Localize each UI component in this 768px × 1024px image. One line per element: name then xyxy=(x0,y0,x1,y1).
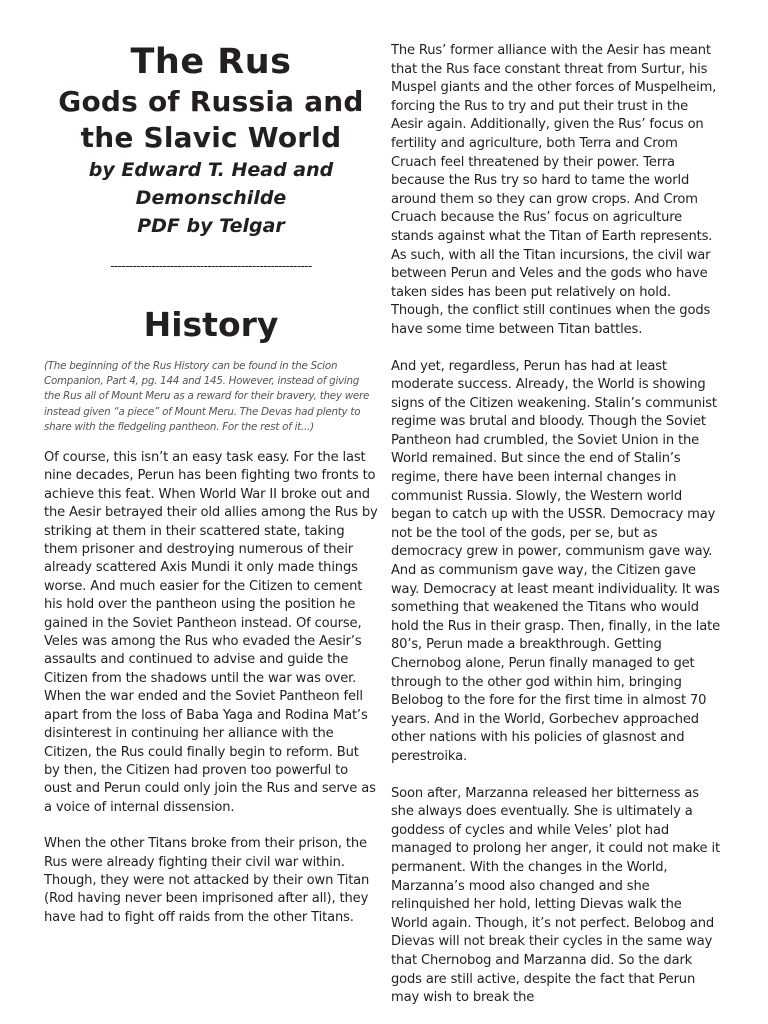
section-divider: ------------------------------------------------------ xyxy=(110,259,312,273)
right-paragraph-2: And yet, regardless, Perun has had at least moderate success. Already, the World is showing signs of the Citizen weakening. Stalin’s communist regime was brutal and bloody. Though the Soviet Pantheon had crumbled, the Soviet Union in the World remained. But since the end of Stalin’s regime, there have been internal changes in communist Russia. Slowly, the Western world began to catch up with the USSR. Democracy may not be the tool of the gods, per se, but as democracy grew in power, communism gave way. And as communism gave way, the Citizen gave way. Democracy at least meant individuality. It was something that weakened the Titans who would hold the Rus in their grasp. Then, finally, in the late 80’s, Perun made a breakthrough. Getting Chernobog alone, Perun finally managed to get through to the other god within him, bringing Belobog to the fore for the first time in almost 70 years. And in the World, Gorbechev approached other nations with his policies of glasnost and perestroika. xyxy=(391,358,721,764)
left-paragraph-2: When the other Titans broke from their prison, the Rus were already fighting their civil war within. Though, they were not attacked by their own Titan (Rod having never been imprisoned after all), they have had to fight off raids from the other Titans. xyxy=(44,836,370,925)
byline-line-1: by Edward T. Head and xyxy=(88,159,334,181)
byline-line-3: PDF by Telgar xyxy=(137,215,285,237)
right-column xyxy=(391,42,721,1008)
intro-note: (The beginning of the Rus History can be found in the Scion Companion, Part 4, pg. 144 and 145. However, instead of giving the Rus all of Mount Meru as a reward for their bravery, they were instead given “a piece” of Mount Meru. The Devas had plenty to share with the fledgeling pantheon. For the rest of it...) xyxy=(44,360,370,433)
left-paragraph-1: Of course, this isn’t an easy task easy. For the last nine decades, Perun has been fighting two fronts to achieve this feat. When World War II broke out and the Aesir betrayed their old allies among the Rus by striking at them in their scattered state, taking them prisoner and destroying numerous of their already scattered Axis Mundi it only made things worse. And much easier for the Citizen to cement his hold over the pantheon using the position he gained in the Soviet Pantheon instead. Of course, Veles was among the Rus who evaded the Aesir’s assaults and continued to advise and guide the Citizen from the shadows until the war was over. When the war ended and the Soviet Pantheon fell apart from the loss of Baba Yaga and Rodina Mat’s disinterest in continuing her alliance with the Citizen, the Rus could finally begin to reform. But by then, the Citizen had proven too powerful to oust and Perun could only join the Rus and serve as a voice of internal dissension. xyxy=(44,450,378,815)
document-title: The Rus xyxy=(130,42,292,82)
right-paragraph-3: Soon after, Marzanna released her bitterness as she always does eventually. She is ultimately a goddess of cycles and while Veles’ plot had managed to prolong her anger, it could not make it permanent. With the changes in the World, Marzanna’s mood also changed and she relinquished her hold, letting Dievas walk the World again. Though, it’s not perfect. Belobog and Dievas will not break their cycles in the same way that Chernobog and Marzanna did. So the dark gods are still active, despite the fact that Perun may wish to break the xyxy=(391,785,720,1006)
document-subtitle-line-2: the Slavic World xyxy=(80,121,342,154)
byline-line-2: Demonschilde xyxy=(135,187,287,209)
left-column xyxy=(44,40,378,927)
right-paragraph-1: The Rus’ former alliance with the Aesir has meant that the Rus face constant threat from Surtur, his Muspel giants and the other forces of Muspelheim, forcing the Rus to try and put their trust in the Aesir again. Additionally, given the Rus’ focus on fertility and agriculture, both Terra and Crom Cruach feel threatened by their power. Terra because the Rus try so hard to tame the world around them so they can grow crops. And Crom Cruach because the Rus’ focus on agriculture stands against what the Titan of Earth represents. As such, with all the Titan incursions, the civil war between Perun and Veles and the gods who have taken sides has been put relatively on hold. Though, the conflict still continues when the gods have some time between Titan battles. xyxy=(391,43,717,337)
section-heading-history: History xyxy=(143,305,279,344)
document-subtitle-line-1: Gods of Russia and xyxy=(58,85,364,118)
